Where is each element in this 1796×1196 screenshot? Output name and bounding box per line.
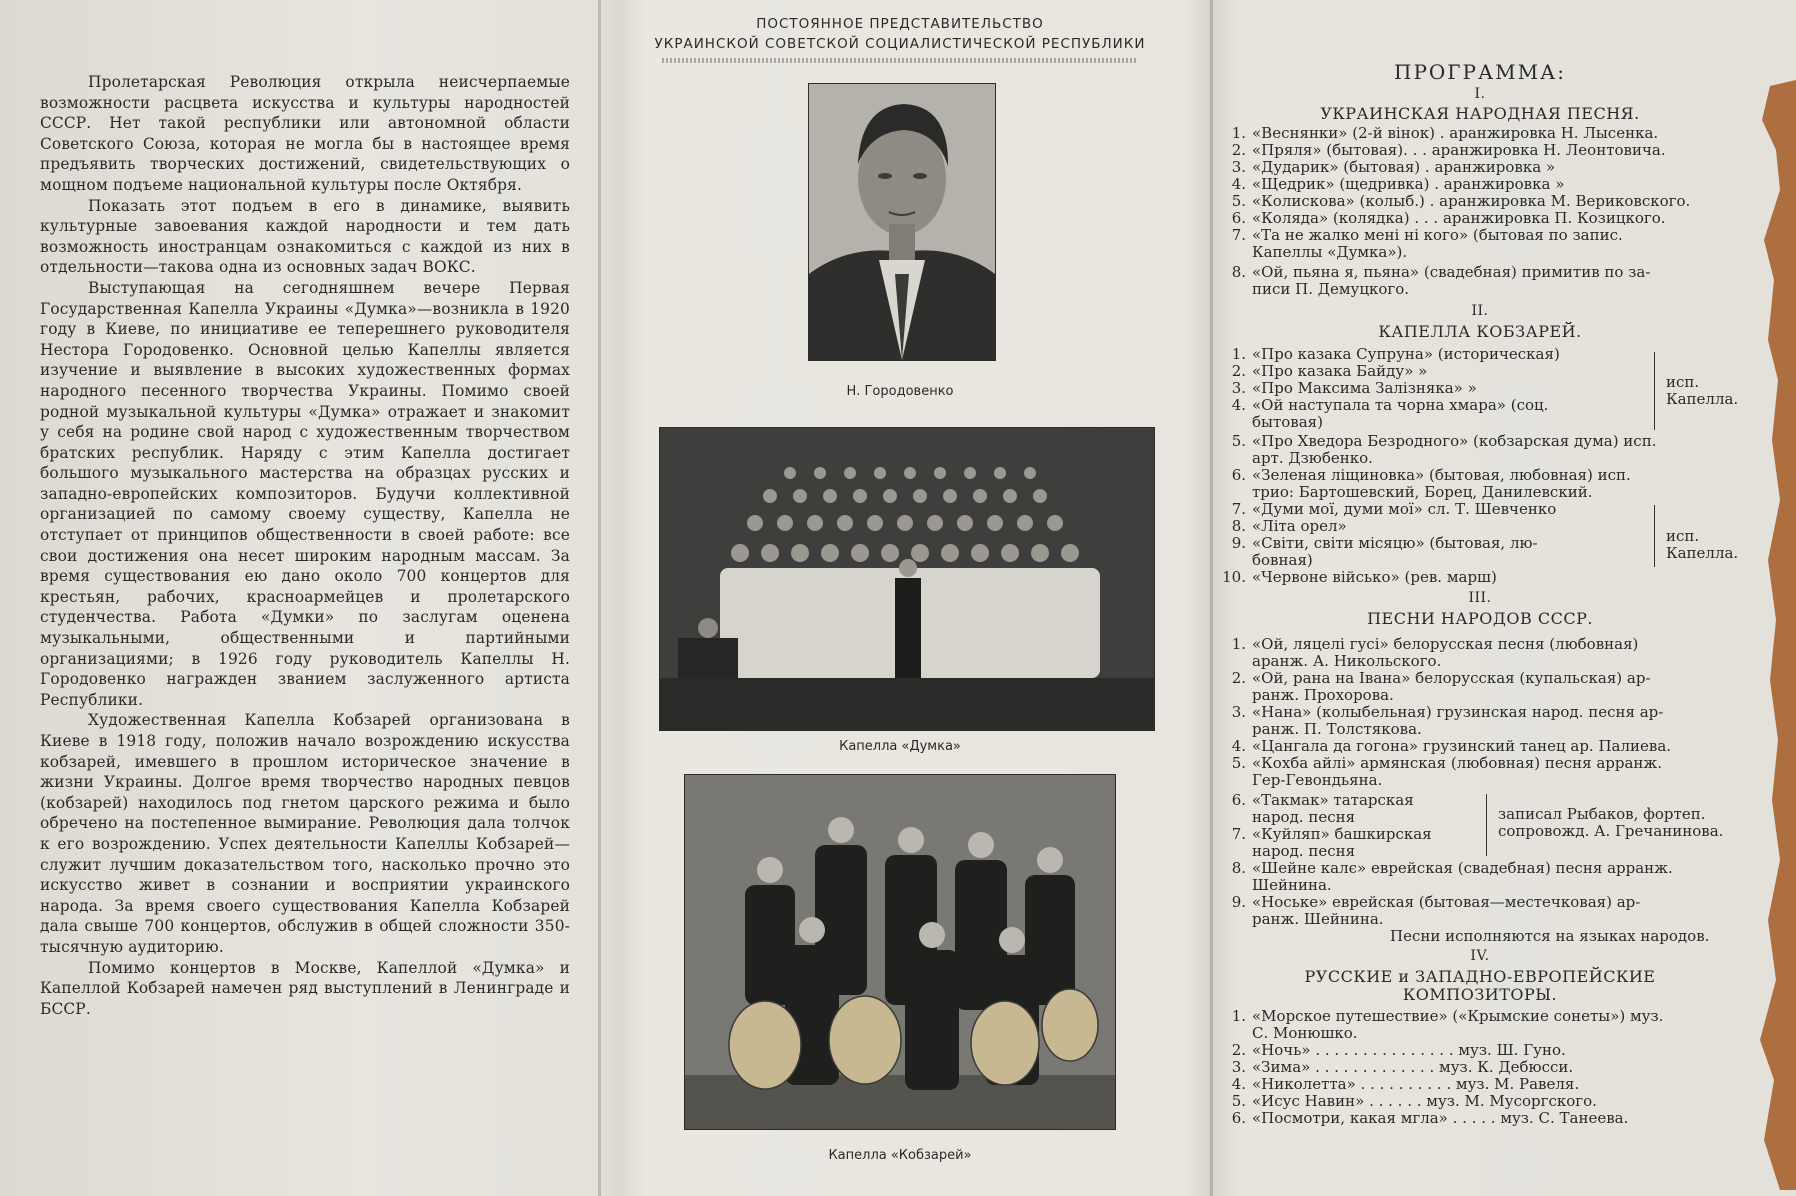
arranger-note: сопровожд. А. Гречанинова. [1498,822,1724,840]
program-panel [1210,0,1750,1196]
program-item: 2. «Ночь» . . . . . . . . . . . . . . . муз. Ш. Гуно. [1231,1041,1566,1059]
program-item: ранж. Прохорова. [1252,686,1394,704]
bracket [1486,794,1487,856]
program-item: арт. Дзюбенко. [1252,449,1373,467]
intro-paragraph: Помимо концертов в Москве, Капеллой «Думка» и Капеллой Кобзарей намечен ряд выступлений в Ленинграде и БССР. [40,958,570,1018]
program-item: 4. «Николетта» . . . . . . . . . . муз. М. Равеля. [1231,1075,1580,1093]
section-title: РУССКИЕ и ЗАПАДНО-ЕВРОПЕЙСКИЕ [1304,967,1656,986]
arranger-note: записал Рыбаков, фортеп. [1498,805,1706,823]
fold-line [598,0,601,1196]
section-number: IV. [1470,948,1490,964]
intro-text-panel [40,0,570,1196]
program-item: 3. «Про Максима Залізняка» » [1231,379,1477,397]
program-item: трио: Бартошевский, Борец, Данилевский. [1252,483,1593,501]
masthead-line2: УКРАИНСКОЙ СОВЕТСКОЙ СОЦИАЛИСТИЧЕСКОЙ РЕСПУБЛИКИ [654,36,1146,52]
program-title: ПРОГРАММА: [1394,60,1566,84]
program-item: 5. «Кохба айлі» армянская (любовная) песня арранж. [1231,754,1662,772]
program-item: ранж. П. Толстякова. [1252,720,1422,738]
program-item: 4. «Щедрик» (щедривка) . аранжировка » [1231,175,1565,193]
performer-note: исп. Капелла. [1666,527,1739,562]
program-item: С. Монюшко. [1252,1024,1358,1042]
program-item: ранж. Шейнина. [1252,910,1384,928]
program-item: 5. «Колискова» (колыб.) . аранжировка М. Вериковского. [1231,192,1691,210]
program-item: 2. «Про казака Байду» » [1231,362,1428,380]
program-item: бовная) [1252,551,1313,569]
program-item: бытовая) [1252,413,1324,431]
portrait-caption: Н. Городовенко [846,384,954,399]
program-item: 1. «Веснянки» (2-й вінок) . аранжировка Н. Лысенка. [1231,124,1659,142]
program-item: 4. «Цангала да гогона» грузинский танец ар. Палиева. [1231,737,1672,755]
program-item: 8. «Літа орел» [1231,517,1347,535]
program-item: 6. «Зеленая ліщиновка» (бытовая, любовная) исп. [1231,466,1631,484]
program-item: 9. «Ноське» еврейская (бытовая—местечковая) ар- [1231,893,1641,911]
photo-panel [640,0,1160,1196]
choir-caption: Капелла «Думка» [839,739,961,754]
intro-paragraph: Показать этот подъем в его в динамике, выявить культурные завоевания каждой народности и тем дать возможность иностранцам ознакомиться с каждой из них в отдельности—такова одна из основных задач ВОКС. [40,196,570,277]
section-number: III. [1468,590,1492,606]
program-item: 8. «Ой, пьяна я, пьяна» (свадебная) примитив по за- [1231,263,1651,281]
program-item: 6. «Такмак» татарская [1231,791,1414,809]
bracket [1654,352,1655,430]
program-item: народ. песня [1252,842,1356,860]
section-number: II. [1471,303,1489,319]
torn-edge [1750,80,1796,1190]
choir-photo [660,428,1154,730]
program-item: 4. «Ой наступала та чорна хмара» (соц. [1231,396,1549,414]
program-item: 7. «Куйляп» башкирская [1231,825,1432,843]
program-item: 10. «Червоне військо» (рев. марш) [1222,568,1497,586]
language-note: Песни исполняются на языках народов. [1390,927,1710,945]
masthead-rule [662,58,1138,63]
program-item: 6. «Посмотри, какая мгла» . . . . . муз. С. Танеева. [1231,1109,1629,1127]
program-item: Гер-Гевондьяна. [1252,771,1383,789]
masthead-line1: ПОСТОЯННОЕ ПРЕДСТАВИТЕЛЬСТВО [756,16,1044,32]
program-item: 8. «Шейне калє» еврейская (свадебная) песня арранж. [1231,859,1673,877]
program-item: 2. «Пряля» (бытовая). . . аранжировка Н. Леонтовича. [1231,141,1666,159]
program-item: 1. «Про казака Супруна» (историческая) [1231,345,1560,363]
program-item: Капеллы «Думка»). [1252,243,1408,261]
section-title: УКРАИНСКАЯ НАРОДНАЯ ПЕСНЯ. [1320,104,1640,123]
section-number: I. [1474,86,1486,102]
section-title: ПЕСНИ НАРОДОВ СССР. [1367,609,1593,628]
program-item: 5. «Исус Навин» . . . . . . муз. М. Мусоргского. [1231,1092,1597,1110]
intro-paragraph: Выступающая на сегодняшнем вечере Первая Государственная Капелла Украины «Думка»—возникла в 1920 году в Киеве, по инициативе ее теперешнего руководителя Нестора Городовенко. Основной целью Капеллы является изучение и выявление в высоких художественных формах народного песенного творчества Украины. Помимо своей родной музыкальной культуры «Думка» отражает и знакомит у себя на родине свой народ с художественным творчеством братских республик. Наряду с этим Капелла достигает большого музыкального мастерства на образцах русских и западно-европейских композиторов. Будучи коллективной организацией по самому своему существу, Капелла не отступает от принципов общественности в своей работе: все свои достижения она несет широким народным массам. За время существования ею дано около 700 концертов для крестьян, рабочих, красноармейцев и пролетарского студенчества. Работа «Думки» по заслугам оценена музыкальными, общественными и партийными организациями; в 1926 году руководитель Капеллы Н. Городовенко награжден званием заслуженного артиста Республики. [40,278,570,709]
intro-paragraph: Пролетарская Революция открыла неисчерпаемые возможности расцвета искусства и культуры народностей СССР. Нет такой республики или автономной области Советского Союза, которая не могла бы в настоящее время предъявить творческих достижений, свидетельствующих о мощном подъеме национальной культуры после Октября. [40,73,570,194]
portrait-photo [809,84,995,360]
bracket [1654,505,1655,567]
program-item: аранж. А. Никольского. [1252,652,1442,670]
program-item: 9. «Світи, світи місяцю» (бытовая, лю- [1231,534,1538,552]
program-item: 3. «Нана» (колыбельная) грузинская народ. песня ар- [1231,703,1664,721]
program-item: 3. «Дударик» (бытовая) . аранжировка » [1231,158,1556,176]
program-item: 1. «Ой, ляцелі гусі» белорусская песня (любовная) [1231,635,1639,653]
performer-note: исп. Капелла. [1666,373,1739,408]
kobzars-photo [685,775,1115,1129]
section-title: КОМПОЗИТОРЫ. [1402,985,1558,1004]
program-item: 6. «Коляда» (колядка) . . . аранжировка П. Козицкого. [1231,209,1666,227]
program-item: Шейнина. [1252,876,1332,894]
program-item: 5. «Про Хведора Безродного» (кобзарская дума) исп. [1231,432,1657,450]
intro-paragraph: Художественная Капелла Кобзарей организована в Киеве в 1918 году, положив начало возрождению искусства кобзарей, имевшего в прошлом историческое значение в жизни Украины. Долгое время творчество народных певцов (кобзарей) находилось под гнетом царского режима и было обречено на постепенное вымирание. Революция дала толчок к его возрождению. Успех деятельности Капеллы Кобзарей—служит лучшим доказательством того, насколько прочно это искусство живет в сознании и восприятии украинского народа. За время своего существования Капелла Кобзарей дала свыше 700 концертов, обслужив в общей сложности 350-тысячную аудиторию. [40,711,570,956]
program-item: 7. «Та не жалко мені ні кого» (бытовая по запис. [1231,226,1623,244]
program-item: 1. «Морское путешествие» («Крымские сонеты») муз. [1231,1007,1664,1025]
program-item: 2. «Ой, рана на Івана» белорусская (купальская) ар- [1231,669,1651,687]
program-item: 3. «Зима» . . . . . . . . . . . . . муз. К. Дебюсси. [1231,1058,1574,1076]
program-item: писи П. Демуцкого. [1252,280,1410,298]
kobzars-caption: Капелла «Кобзарей» [828,1148,972,1163]
program-item: народ. песня [1252,808,1356,826]
program-item: 7. «Думи мої, думи мої» сл. Т. Шевченко [1231,500,1557,518]
section-title: КАПЕЛЛА КОБЗАРЕЙ. [1378,322,1582,341]
